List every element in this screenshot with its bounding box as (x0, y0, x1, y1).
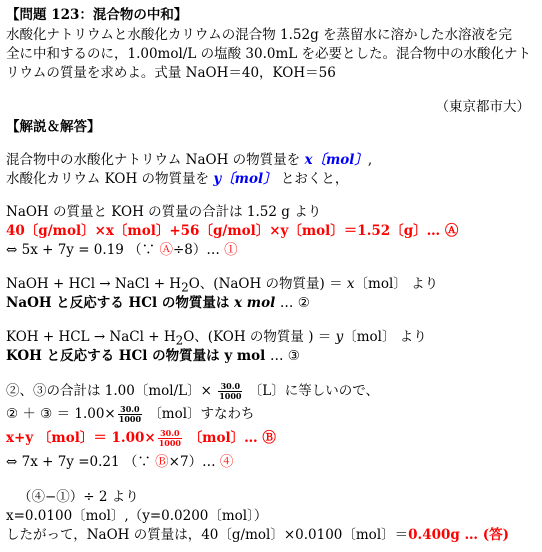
equation-text: ÷8）… (172, 242, 220, 258)
sum-text: ②、③の合計は 1.00〔mol/L〕× (6, 383, 212, 399)
sum-line-1 (6, 382, 379, 401)
reaction-text: KOH + HCL → NaCl + H (6, 329, 176, 345)
equation-text: 40〔g/mol〕×x〔mol〕+56〔g/mol〕×y〔mol〕＝1.52〔g〕… (6, 223, 441, 239)
equation-mark-a: Ⓐ (444, 223, 459, 239)
mass-line-1: NaOH の質量と KOH の質量の合計は 1.52 g より (6, 204, 322, 220)
equation-mark-2: … ② (279, 295, 310, 311)
subscript: 2 (181, 280, 189, 295)
subscript: 2 (175, 333, 184, 348)
reaction-text: 〔mol〕 より (354, 276, 439, 292)
naoh-hcl-line (6, 294, 310, 313)
problem-line-2: 全に中和するのに，1.00mol/L の塩酸 30.0mL を必要とした。混合物中の水酸化ナト (6, 46, 532, 62)
equation-text: ⇔ 5x + 7y = 0.19 （∵ (6, 242, 156, 258)
equation-mark-4: ④ (219, 454, 234, 470)
reaction-text: NaOH + HCl → NaCl + H (6, 276, 182, 292)
mass-equation (6, 222, 458, 241)
fraction (118, 405, 142, 424)
intro-text: 混合物中の水酸化ナトリウム NaOH の物質量を (6, 152, 301, 168)
hcl-amount: y mol (224, 348, 266, 364)
equation-ref-b: Ⓑ (155, 454, 169, 470)
solve-line-1: （④−①）÷ 2 より (18, 489, 139, 505)
fraction-numerator: 30.0 (118, 405, 142, 415)
reaction-text: KOH と反応する HCl の物質量は (6, 348, 220, 364)
sum-line-2 (6, 405, 255, 424)
reaction-text: O、(KOH の物質量 ) ＝ (183, 329, 332, 345)
equation-mark-b: Ⓑ (262, 430, 276, 446)
intro-line-1 (6, 151, 372, 170)
hcl-amount: x mol (234, 295, 276, 311)
fraction-numerator: 30.0 (158, 429, 182, 439)
koh-hcl-line (6, 347, 300, 366)
solve-line-2: x=0.0100〔mol〕,（y=0.0200〔mol〕） (6, 508, 268, 524)
problem-line-3: リウムの質量を求めよ。式量 NaOH＝40，KOH＝56 (6, 65, 336, 81)
sum-text: x+y 〔mol〕＝ 1.00× (6, 430, 156, 446)
variable-y: y (335, 329, 344, 345)
fraction (158, 429, 182, 448)
fraction-denominator: 1000 (158, 438, 181, 448)
variable-y: y〔mol〕 (213, 171, 277, 187)
variable-x: x〔mol〕 (304, 152, 368, 168)
source-label: （東京都市大） (435, 99, 530, 115)
answer-value: 0.400g … (答) (408, 527, 510, 543)
fraction-denominator: 1000 (219, 391, 242, 401)
sum-equation-simplified (6, 453, 233, 472)
intro-text: 水酸化カリウム KOH の物質量を (6, 171, 210, 187)
equation-mark-1: ① (224, 242, 238, 258)
reaction-text: O、(NaOH の物質量) ＝ (188, 276, 343, 292)
sum-text: ② ＋ ③ ＝ 1.00× (6, 406, 116, 422)
fraction (218, 382, 242, 401)
equation-mark-3: … ③ (270, 348, 300, 364)
intro-text: とおくと， (280, 171, 349, 187)
reaction-text: 〔mol〕 より (343, 329, 427, 345)
fraction-numerator: 30.0 (218, 382, 242, 392)
answer-text: したがって，NaOH の質量は，40〔g/mol〕×0.0100〔mol〕＝ (6, 527, 409, 543)
answer-line (6, 526, 509, 545)
intro-line-2 (6, 170, 348, 189)
mass-equation-simplified (6, 241, 238, 260)
problem-title: 【問題 123：混合物の中和】 (6, 7, 188, 23)
sum-equation (6, 429, 276, 448)
sum-text: ⇔ 7x + 7y =0.21 （∵ (6, 454, 151, 470)
equation-ref-a: Ⓐ (159, 242, 173, 258)
section-heading: 【解説＆解答】 (6, 119, 101, 135)
sum-text: 〔mol〕すなわち (148, 406, 255, 422)
sum-text: 〔mol〕… (188, 430, 258, 446)
variable-x: x (346, 276, 355, 292)
problem-line-1: 水酸化ナトリウムと水酸化カリウムの混合物 1.52g を蒸留水に溶かした水溶液を完 (6, 27, 513, 43)
sum-text: 〔L〕に等しいので、 (248, 383, 379, 399)
fraction-denominator: 1000 (118, 414, 142, 424)
intro-punct: , (367, 152, 373, 168)
sum-text: ×7）… (168, 454, 216, 470)
reaction-text: NaOH と反応する HCl の物質量は (6, 295, 230, 311)
